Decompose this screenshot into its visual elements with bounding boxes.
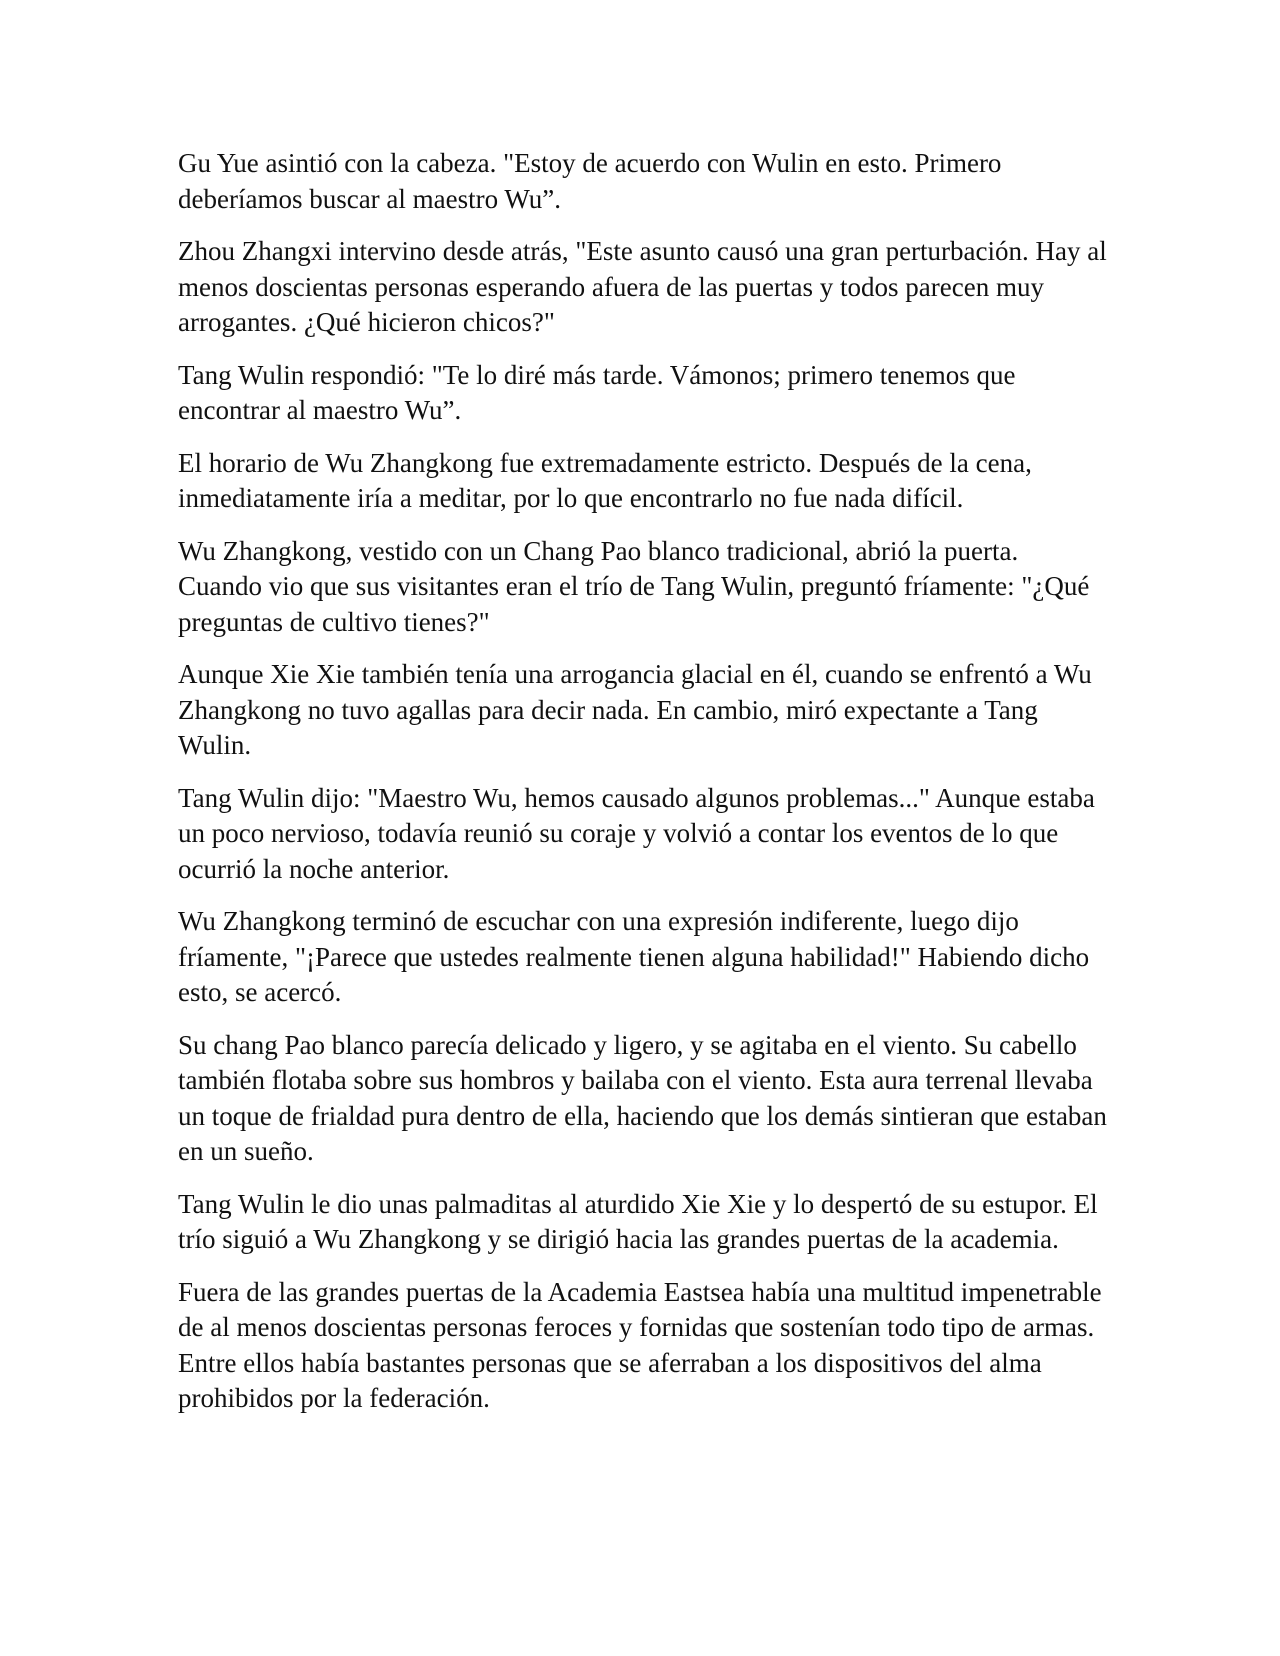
paragraph: Tang Wulin dijo: "Maestro Wu, hemos causado algunos problemas..." Aunque estaba un poco nervioso, todavía reunió su coraje y volvió a contar los eventos de lo que ocurrió la noche anterior. [178,782,1095,884]
paragraph: Wu Zhangkong, vestido con un Chang Pao blanco tradicional, abrió la puerta. Cuando vio que sus visitantes eran el trío de Tang Wulin, preguntó fríamente: "¿Qué preguntas de cultivo tienes?" [178,535,1090,637]
paragraph: Zhou Zhangxi intervino desde atrás, "Este asunto causó una gran perturbación. Hay al menos doscientas personas esperando afuera de las puertas y todos parecen muy arrogantes. ¿Qué hicieron chicos?" [178,236,1107,337]
paragraph: El horario de Wu Zhangkong fue extremadamente estricto. Después de la cena, inmediatamente iría a meditar, por lo que encontrarlo no fue nada difícil. [178,447,1032,513]
paragraph: Fuera de las grandes puertas de la Academia Eastsea había una multitud impenetrable de al menos doscientas personas feroces y fornidas que sostenían todo tipo de armas. Entre ellos había bastantes personas que se aferraban a los dispositivos del alma prohibidos por la federación. [178,1276,1102,1413]
paragraph: Tang Wulin le dio unas palmaditas al aturdido Xie Xie y lo despertó de su estupor. El trío siguió a Wu Zhangkong y se dirigió hacia las grandes puertas de la academia. [178,1188,1098,1254]
paragraph: Gu Yue asintió con la cabeza. "Estoy de acuerdo con Wulin en esto. Primero deberíamos buscar al maestro Wu”. [178,148,1002,214]
document-body [178,146,1108,1434]
paragraph: Tang Wulin respondió: "Te lo diré más tarde. Vámonos; primero tenemos que encontrar al maestro Wu”. [178,359,1016,425]
paragraph: Wu Zhangkong terminó de escuchar con una expresión indiferente, luego dijo fríamente, "¡Parece que ustedes realmente tienen alguna habilidad!" Habiendo dicho esto, se acercó. [178,906,1090,1007]
paragraph: Aunque Xie Xie también tenía una arrogancia glacial en él, cuando se enfrentó a Wu Zhangkong no tuvo agallas para decir nada. En cambio, miró expectante a Tang Wulin. [178,659,1092,760]
paragraph: Su chang Pao blanco parecía delicado y ligero, y se agitaba en el viento. Su cabello también flotaba sobre sus hombros y bailaba con el viento. Esta aura terrenal llevaba un toque de frialdad pura dentro de ella, haciendo que los demás sintieran que estaban en un sueño. [178,1029,1107,1166]
